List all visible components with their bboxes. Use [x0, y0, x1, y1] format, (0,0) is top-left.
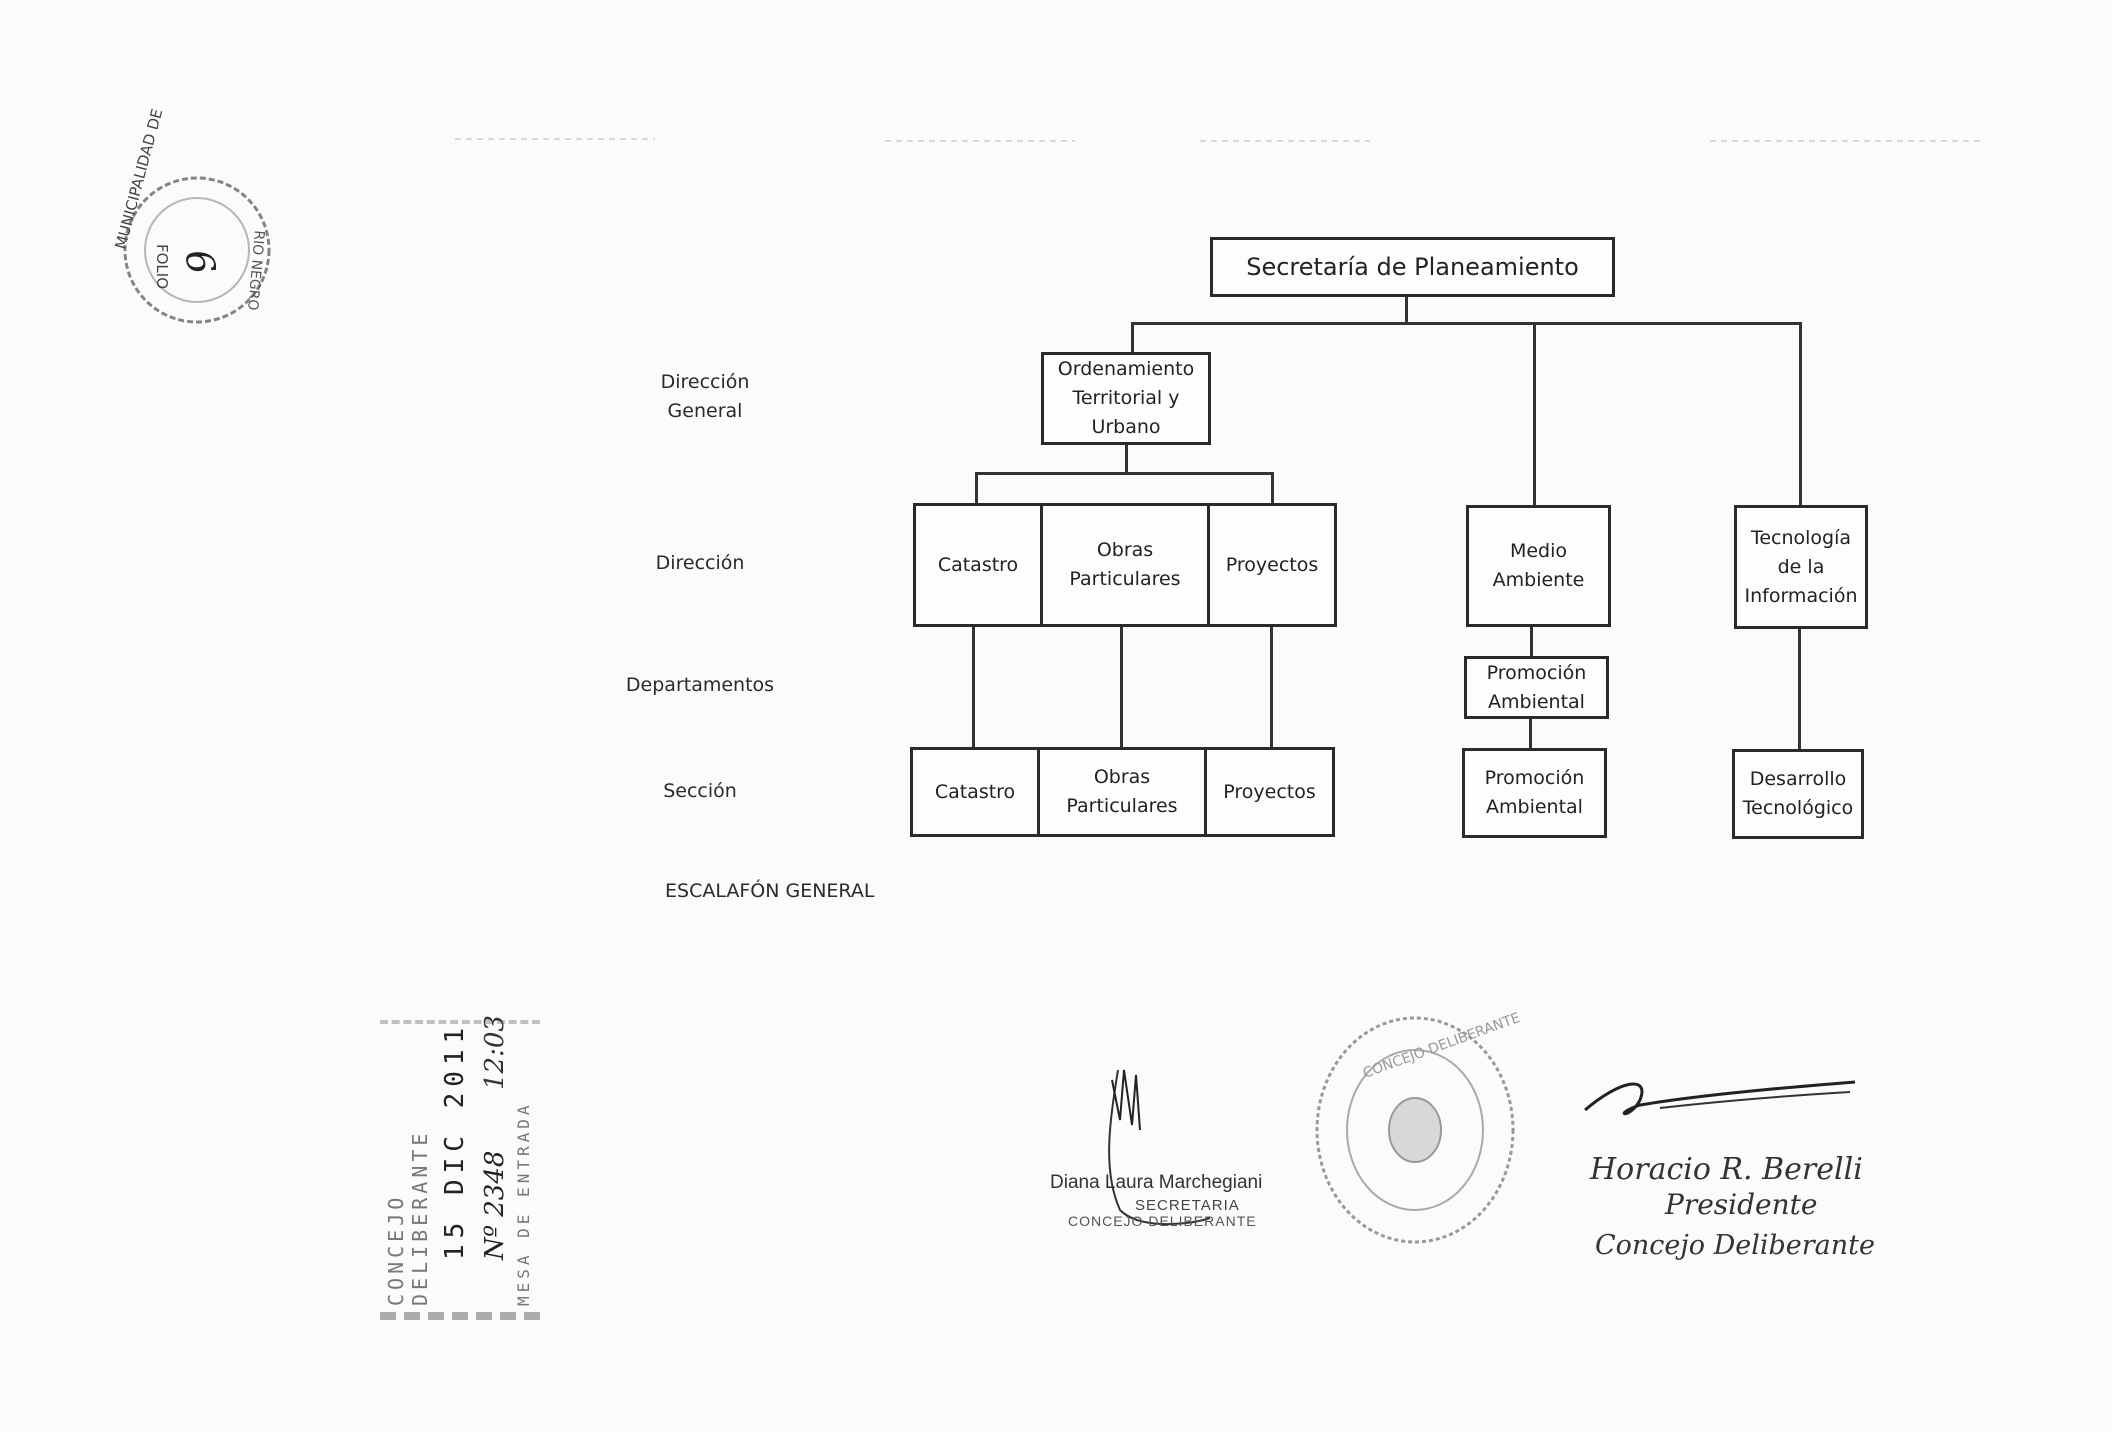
- connector: [1131, 322, 1134, 352]
- level-label-direccion: Dirección: [655, 552, 745, 574]
- president-signature: [1580, 1070, 1860, 1130]
- folio-number: 6: [176, 246, 224, 278]
- stamp-date: 15 DIC 2011: [439, 1021, 470, 1260]
- org-box-departamento-promocion: Promoción Ambiental: [1464, 656, 1609, 719]
- secretary-org: CONCEJO DELIBERANTE: [1068, 1213, 1257, 1229]
- level-label-departamentos: Departamentos: [625, 674, 775, 696]
- connector: [1533, 322, 1536, 505]
- president-role: Presidente: [1665, 1188, 1818, 1221]
- scan-artifact: [455, 138, 655, 140]
- connector: [1270, 627, 1273, 747]
- connector: [1799, 322, 1802, 505]
- scan-artifact: [1200, 140, 1370, 142]
- reception-stamp: [362, 1010, 557, 1330]
- connector: [1529, 719, 1532, 748]
- org-box-seccion-catastro: Catastro: [910, 747, 1040, 837]
- connector: [1131, 322, 1802, 325]
- level-label-direccion-general: Dirección General: [660, 371, 750, 422]
- org-box-seccion-proyectos: Proyectos: [1204, 747, 1335, 837]
- folio-label: FOLIO: [153, 244, 171, 290]
- escalafon-label: ESCALAFÓN GENERAL: [665, 880, 875, 902]
- stamp-desk: MESA DE ENTRADA: [513, 1101, 533, 1306]
- org-box-direccion-obras: Obras Particulares: [1040, 503, 1210, 627]
- scan-artifact: [885, 140, 1075, 142]
- connector: [975, 472, 978, 505]
- connector: [1125, 445, 1128, 475]
- stamp-org: CONCEJO DELIBERANTE: [383, 1129, 432, 1306]
- svg-text:MUNICIPALIDAD DE: MUNICIPALIDAD DE: [111, 106, 167, 252]
- org-box-seccion-promocion: Promoción Ambiental: [1462, 748, 1607, 838]
- president-name: Horacio R. Berelli: [1590, 1152, 1863, 1187]
- org-box-ordenamiento: Ordenamiento Territorial y Urbano: [1041, 352, 1211, 445]
- svg-text:CONCEJO DELIBERANTE: CONCEJO DELIBERANTE: [1360, 1009, 1523, 1082]
- connector: [1271, 472, 1274, 505]
- stamp-time: 12:03: [479, 1015, 510, 1090]
- org-box-seccion-desarrollo: Desarrollo Tecnológico: [1732, 749, 1864, 839]
- org-box-direccion-catastro: Catastro: [913, 503, 1043, 627]
- folio-stamp: [105, 106, 285, 320]
- connector: [1798, 629, 1801, 749]
- connector: [1405, 297, 1408, 324]
- connector: [975, 472, 1274, 475]
- org-box-direccion-proyectos: Proyectos: [1207, 503, 1337, 627]
- connector: [972, 627, 975, 747]
- stamp-number: [480, 1151, 510, 1260]
- svg-text:RIO NEGRO: RIO NEGRO: [244, 229, 267, 311]
- org-box-direccion-medio-ambiente: Medio Ambiente: [1466, 505, 1611, 627]
- level-label-seccion: Sección: [663, 780, 737, 802]
- connector: [1120, 627, 1123, 747]
- secretary-name: Diana Laura Marchegiani: [1050, 1172, 1263, 1193]
- connector: [1530, 627, 1533, 657]
- secretary-role: SECRETARIA: [1135, 1197, 1240, 1214]
- official-seal: [1310, 1009, 1523, 1250]
- org-box-seccion-obras: Obras Particulares: [1037, 747, 1207, 837]
- stamp-number-value: 2348: [479, 1150, 510, 1217]
- org-box-root: Secretaría de Planeamiento: [1210, 237, 1615, 297]
- org-box-direccion-tecnologia: Tecnología de la Información: [1734, 505, 1868, 629]
- stamp-number-prefix: Nº: [479, 1225, 510, 1260]
- president-org: Concejo Deliberante: [1595, 1230, 1875, 1261]
- scan-artifact: [1710, 140, 1980, 142]
